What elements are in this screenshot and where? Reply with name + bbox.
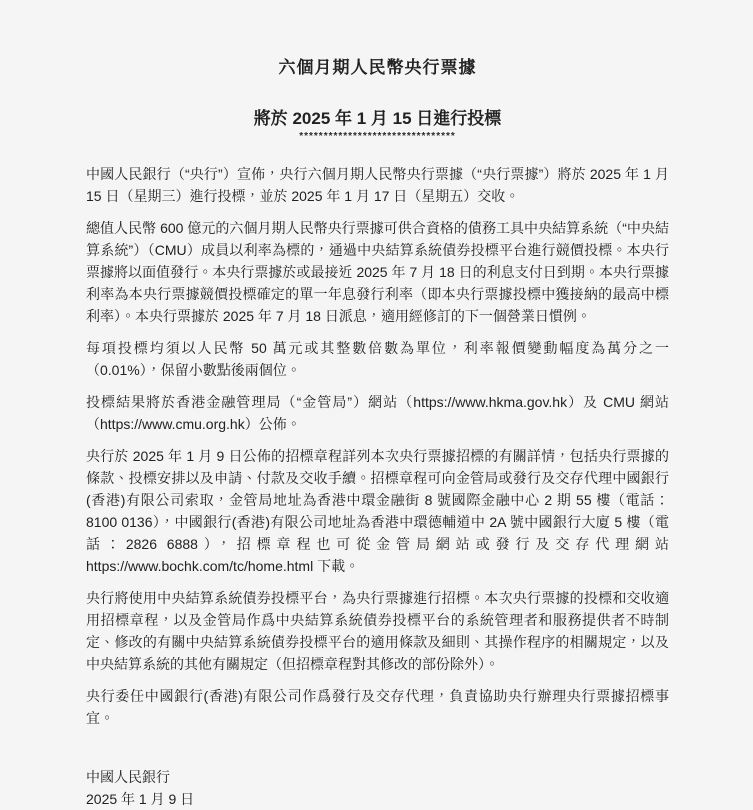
document-title: 六個月期人民幣央行票據 — [278, 58, 477, 77]
paragraph-tender-details: 總值人民幣 600 億元的六個月期人民幣央行票據可供合資格的債務工具中央結算系統（“中央結算系統”）（CMU）成員以利率為標的，通過中央結算系統債券投標平台進行競價投標。本央行票據將以面值發行。本央行票據於或最接近 2025 年 7 月 18 日的利息支付日到期。本央行票據利率為本央行票據競價投標確定的單一年息發行利率（即本央行票據投標中獲接納的最高中標利率）。本央行票據於 2025 年 7 月 18 日派息，適用經修訂的下一個營業日慣例。 — [86, 220, 669, 324]
asterisk-divider: ******************************** — [299, 131, 456, 142]
signature-issuer: 中國人民銀行 — [86, 769, 170, 785]
paragraph-results-publication: 投標結果將於香港金融管理局（“金管局”）網站（https://www.hkma.gov.hk）及 CMU 網站（https://www.cmu.org.hk）公佈。 — [86, 394, 669, 432]
document-body — [86, 163, 669, 729]
signature-date: 2025 年 1 月 9 日 — [86, 791, 195, 807]
paragraph-issuing-agent: 央行委任中國銀行(香港)有限公司作爲發行及交存代理，負責協助央行辦理央行票據招標事宜。 — [86, 688, 669, 726]
paragraph-bid-units: 每項投標均須以人民幣 50 萬元或其整數倍數為單位，利率報價變動幅度為萬分之一（0.01%），保留小數點後兩個位。 — [86, 340, 669, 378]
document-subtitle: 將於 2025 年 1 月 15 日進行投標 — [253, 109, 502, 128]
signature-block — [86, 766, 669, 810]
paragraph-announcement: 中國人民銀行（“央行”）宣佈，央行六個月期人民幣央行票據（“央行票據”）將於 2025 年 1 月 15 日（星期三）進行投標，並於 2025 年 1 月 17 日（星期五）交收。 — [86, 166, 669, 204]
paragraph-information-memorandum: 央行於 2025 年 1 月 9 日公佈的招標章程詳列本次央行票據招標的有關詳情，包括央行票據的條款、投標安排以及申請、付款及交收手續。招標章程可向金管局或發行及交存代理中國銀行(香港)有限公司索取，金管局地址為香港中環金融街 8 號國際金融中心 2 期 55 樓（電話：8100 0136），中國銀行(香港)有限公司地址為香港中環德輔道中 2A 號中國銀行大廈 5 樓（電話：2826 6888），招標章程也可從金管局網站或發行及交存代理網站 https://www.bochk.com/tc/home.html 下載。 — [86, 448, 669, 574]
paragraph-cmu-platform-rules: 央行將使用中央結算系統債券投標平台，為央行票據進行招標。本次央行票據的投標和交收適用招標章程，以及金管局作爲中央結算系統債券投標平台的系統管理者和服務提供者不時制定、修改的有關中央結算系統債券投標平台的適用條款及細則、其操作程序的相關規定，以及中央結算系統的其他有關規定（但招標章程對其修改的部份除外）。 — [86, 590, 669, 672]
